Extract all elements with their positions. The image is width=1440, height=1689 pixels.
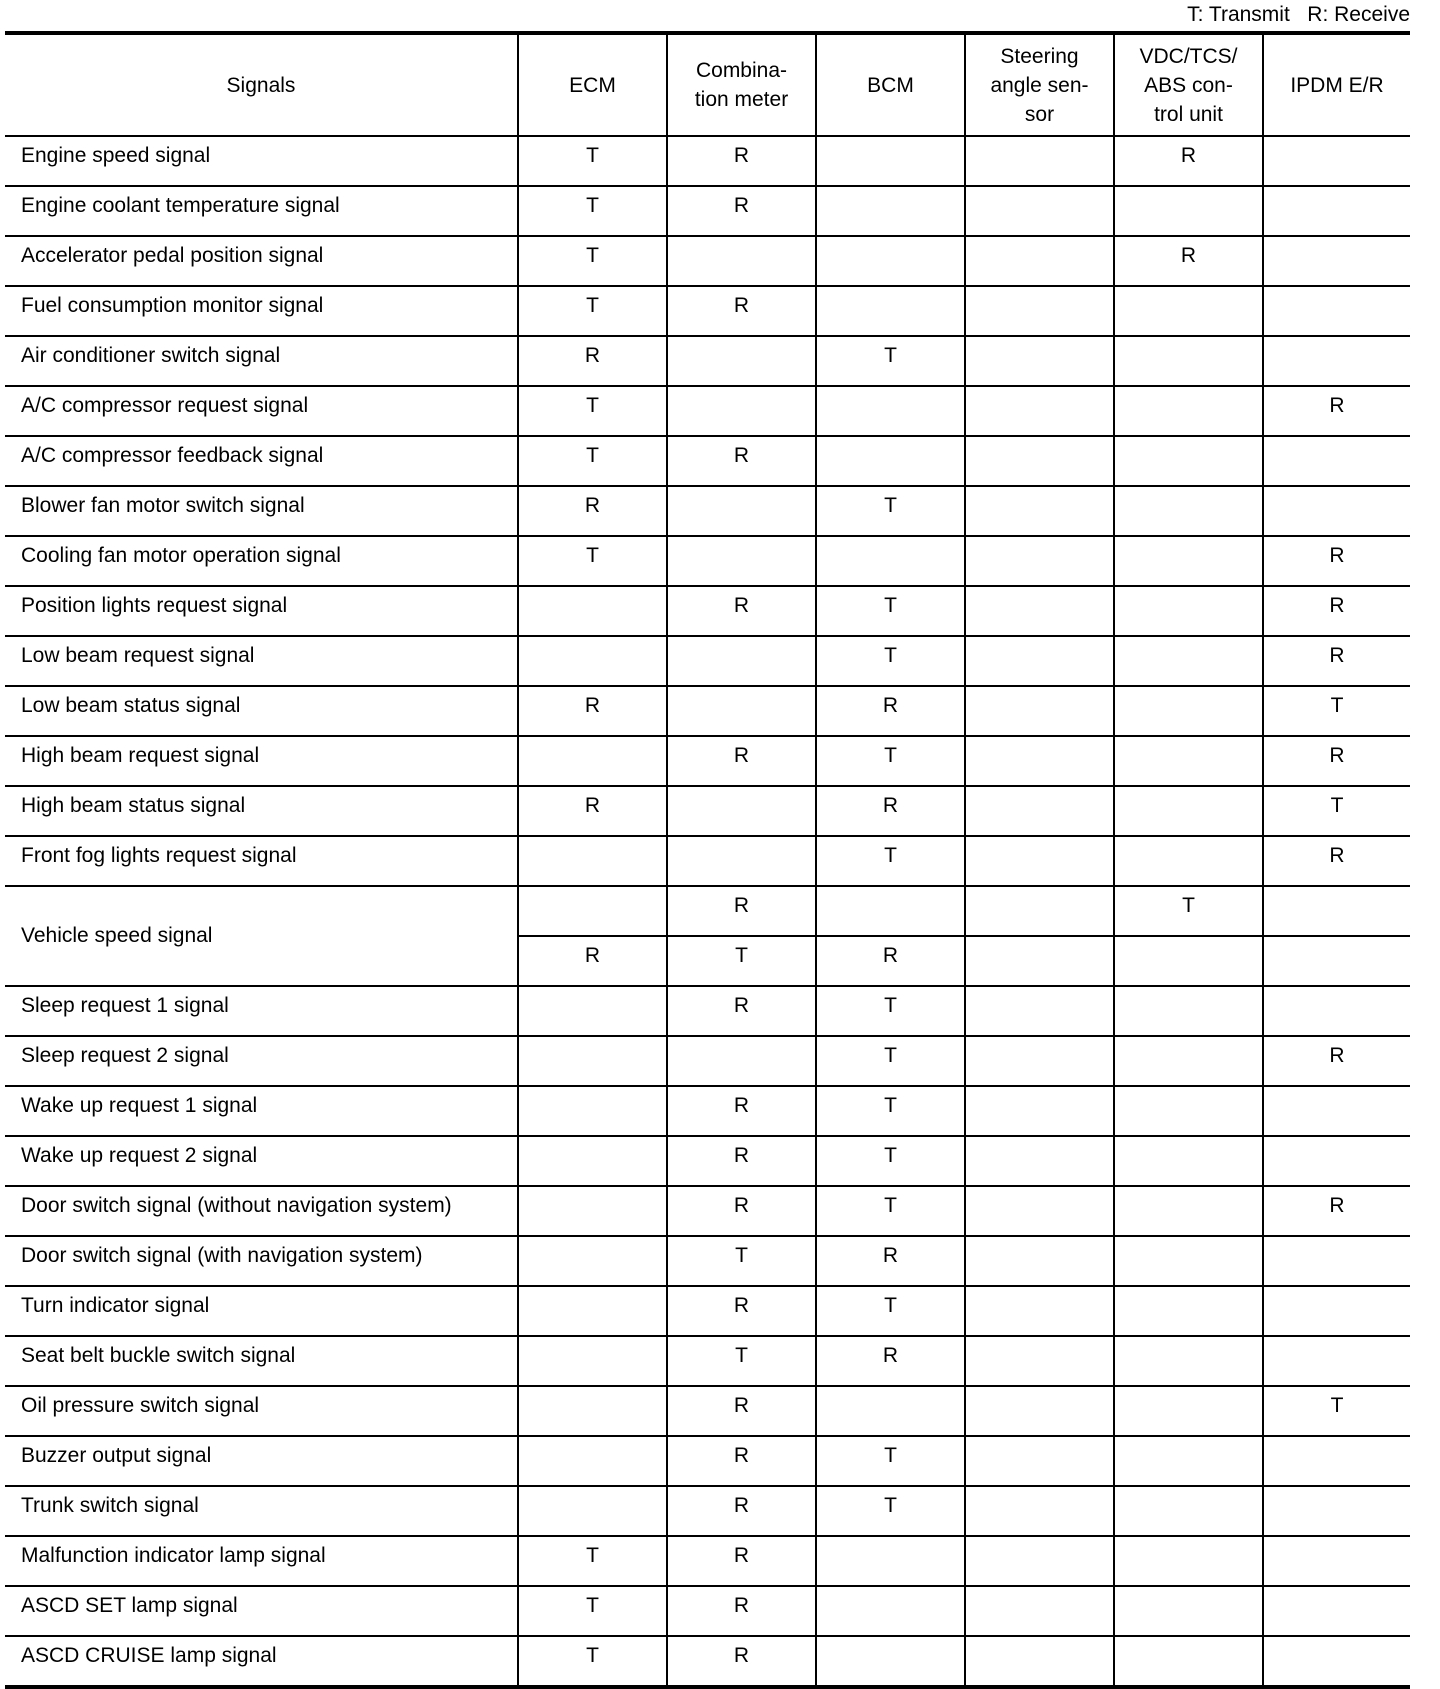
signal-cell: [518, 1236, 667, 1286]
table-row: [5, 286, 1410, 336]
signal-cell: R: [667, 1586, 816, 1636]
signal-name: Cooling fan motor operation signal: [5, 536, 518, 586]
signal-cell: R: [667, 886, 816, 936]
signal-name: ASCD CRUISE lamp signal: [21, 1644, 277, 1667]
signal-cell: [816, 136, 965, 186]
signal-cell: [1263, 1086, 1410, 1136]
signal-cell: R: [667, 586, 816, 636]
signal-cell: R: [667, 1186, 816, 1236]
signal-cell: [1114, 486, 1263, 536]
signal-cell: R: [667, 1086, 816, 1136]
signal-cell: [965, 486, 1114, 536]
signal-cell: [1114, 1486, 1263, 1536]
signal-cell: T: [1263, 686, 1410, 736]
signal-name: ASCD SET lamp signal: [5, 1586, 518, 1636]
signal-cell: [965, 886, 1114, 936]
signal-name: Low beam status signal: [5, 686, 518, 736]
signal-cell: [518, 836, 667, 886]
signal-cell: R: [667, 436, 816, 486]
signal-name: High beam status signal: [5, 786, 518, 836]
signal-cell: [1114, 1536, 1263, 1586]
signal-cell: [1263, 1436, 1410, 1486]
table-row: [5, 1536, 1410, 1586]
signal-cell: T: [816, 1186, 965, 1236]
table-row: [5, 636, 1410, 686]
signal-name: Sleep request 2 signal: [5, 1036, 518, 1086]
signal-cell: [1114, 636, 1263, 686]
signal-cell: [1263, 1286, 1410, 1336]
signal-cell: [965, 1386, 1114, 1436]
signal-cell: T: [518, 186, 667, 236]
signal-cell: T: [667, 936, 816, 986]
signal-cell: [965, 1636, 1114, 1687]
signal-cell: [1114, 786, 1263, 836]
signal-cell: [667, 336, 816, 386]
table-row: [5, 1386, 1410, 1436]
signal-cell: [518, 886, 667, 936]
signal-cell: [965, 236, 1114, 286]
signal-cell: [816, 386, 965, 436]
signal-name: Position lights request signal: [5, 586, 518, 636]
signal-cell: T: [667, 1236, 816, 1286]
signal-cell: T: [518, 1636, 667, 1687]
signal-cell: [816, 536, 965, 586]
signal-cell: T: [518, 1586, 667, 1636]
signal-cell: T: [816, 736, 965, 786]
table-row: [5, 986, 1410, 1036]
signal-cell: [1263, 236, 1410, 286]
signal-cell: [965, 536, 1114, 586]
signal-cell: [667, 786, 816, 836]
signal-name: Front fog lights request signal: [5, 836, 518, 886]
signal-cell: [816, 1386, 965, 1436]
signal-cell: T: [518, 1536, 667, 1586]
signal-cell: T: [518, 536, 667, 586]
signal-cell: R: [1114, 236, 1263, 286]
signal-cell: [1114, 686, 1263, 736]
signal-cell: [816, 886, 965, 936]
signal-name: Accelerator pedal position signal: [5, 236, 518, 286]
signal-cell: [965, 386, 1114, 436]
signal-name: Fuel consumption monitor signal: [5, 286, 518, 336]
signal-name: Buzzer output signal: [5, 1436, 518, 1486]
signal-cell: T: [816, 1136, 965, 1186]
signal-cell: R: [1263, 836, 1410, 886]
signal-cell: [1263, 286, 1410, 336]
signal-cell: [1263, 1136, 1410, 1186]
signal-cell: [1263, 486, 1410, 536]
signal-cell: [965, 186, 1114, 236]
signal-cell: [965, 1486, 1114, 1536]
signal-cell: R: [518, 686, 667, 736]
table-row: [5, 436, 1410, 486]
column-header: Steering angle sen- sor: [965, 33, 1114, 136]
signal-cell: [667, 486, 816, 536]
signal-cell: T: [1263, 786, 1410, 836]
signal-name: Door switch signal (with navigation system): [5, 1236, 518, 1286]
signal-cell: [965, 986, 1114, 1036]
signal-cell: [1263, 1636, 1410, 1687]
signal-cell: R: [1263, 586, 1410, 636]
signal-cell: [1114, 1236, 1263, 1286]
table-row: [5, 1436, 1410, 1486]
signal-cell: [1114, 1036, 1263, 1086]
signal-cell: [965, 1236, 1114, 1286]
signal-cell: T: [816, 486, 965, 536]
signal-cell: [1263, 186, 1410, 236]
signal-cell: [816, 1586, 965, 1636]
signal-cell: [1263, 436, 1410, 486]
legend: T: Transmit R: Receive: [1187, 3, 1410, 26]
signal-cell: T: [816, 836, 965, 886]
signal-cell: T: [816, 1486, 965, 1536]
table-row: [5, 686, 1410, 736]
signal-cell: R: [667, 986, 816, 1036]
signal-cell: R: [816, 786, 965, 836]
signal-cell: [1114, 386, 1263, 436]
signal-name: High beam request signal: [5, 736, 518, 786]
table-row: [5, 1036, 1410, 1086]
table-row: [5, 836, 1410, 886]
signal-cell: T: [816, 1436, 965, 1486]
signal-cell: [518, 1336, 667, 1386]
signal-cell: R: [667, 1536, 816, 1586]
signal-cell: [667, 236, 816, 286]
signal-cell: T: [518, 436, 667, 486]
signal-name: Sleep request 1 signal: [5, 986, 518, 1036]
signal-name: Engine coolant temperature signal: [5, 186, 518, 236]
signal-cell: [1114, 836, 1263, 886]
signal-cell: T: [1114, 886, 1263, 936]
signal-cell: [965, 936, 1114, 986]
table-row: [5, 536, 1410, 586]
signal-cell: [1114, 1286, 1263, 1336]
signal-cell: [816, 1636, 965, 1687]
table-row: [5, 236, 1410, 286]
signal-cell: R: [667, 186, 816, 236]
signal-cell: [1263, 1486, 1410, 1536]
signal-name: Door switch signal (without navigation system): [5, 1186, 518, 1236]
signal-cell: [667, 686, 816, 736]
signal-cell: [1114, 936, 1263, 986]
signal-cell: R: [1114, 136, 1263, 186]
signal-cell: [518, 636, 667, 686]
signal-cell: [518, 1486, 667, 1536]
signal-name: Trunk switch signal: [5, 1486, 518, 1536]
signal-cell: [965, 1136, 1114, 1186]
signal-cell: [1114, 1386, 1263, 1436]
signal-cell: [518, 1086, 667, 1136]
header-row: [5, 33, 1410, 136]
signal-cell: [965, 786, 1114, 836]
signal-cell: [1114, 736, 1263, 786]
table-body: [5, 136, 1410, 1687]
signal-cell: R: [816, 936, 965, 986]
signal-cell: T: [816, 1086, 965, 1136]
signal-cell: [816, 1536, 965, 1586]
signal-name: Turn indicator signal: [5, 1286, 518, 1336]
table-row: [5, 136, 1410, 186]
signal-cell: [965, 1436, 1114, 1486]
table-row: [5, 736, 1410, 786]
signal-cell: T: [518, 386, 667, 436]
signal-cell: [518, 1136, 667, 1186]
signal-name: Blower fan motor switch signal: [5, 486, 518, 536]
signal-cell: [965, 1186, 1114, 1236]
signal-cell: [965, 836, 1114, 886]
signal-cell: [1263, 1586, 1410, 1636]
signal-cell: [1114, 1136, 1263, 1186]
signal-cell: [965, 1086, 1114, 1136]
signal-cell: [518, 1386, 667, 1436]
signal-cell: [667, 386, 816, 436]
signal-cell: R: [1263, 1036, 1410, 1086]
signal-cell: [816, 186, 965, 236]
signal-cell: T: [816, 986, 965, 1036]
signal-cell: [965, 436, 1114, 486]
signal-name: Vehicle speed signal: [5, 886, 518, 986]
signal-cell: [1263, 336, 1410, 386]
column-header: Combina- tion meter: [667, 33, 816, 136]
signal-cell: [965, 586, 1114, 636]
signal-cell: R: [667, 1286, 816, 1336]
signal-cell: [1114, 1586, 1263, 1636]
signal-cell: R: [1263, 636, 1410, 686]
signal-name: Oil pressure switch signal: [5, 1386, 518, 1436]
signal-cell: [1263, 1536, 1410, 1586]
signal-cell: [518, 1036, 667, 1086]
table-row: [5, 386, 1410, 436]
signal-cell: [1114, 536, 1263, 586]
signal-cell: R: [1263, 536, 1410, 586]
signal-cell: [518, 1286, 667, 1336]
signal-cell: [518, 1436, 667, 1486]
signal-cell: [1263, 986, 1410, 1036]
signal-cell: [816, 236, 965, 286]
table-row: [5, 1136, 1410, 1186]
signal-cell: [667, 636, 816, 686]
signal-cell: R: [667, 1486, 816, 1536]
signal-cell: [965, 336, 1114, 386]
signal-cell: [965, 1036, 1114, 1086]
signal-cell: [518, 736, 667, 786]
signal-cell: T: [816, 586, 965, 636]
signal-cell: [965, 136, 1114, 186]
signal-cell: T: [816, 636, 965, 686]
signal-cell: [965, 1586, 1114, 1636]
signal-cell: [1114, 986, 1263, 1036]
signal-name: Low beam request signal: [5, 636, 518, 686]
signal-cell: [667, 536, 816, 586]
signal-cell: [965, 286, 1114, 336]
signal-cell: R: [667, 1636, 816, 1687]
signal-cell: [965, 636, 1114, 686]
signal-cell: R: [518, 936, 667, 986]
signal-cell: [667, 836, 816, 886]
table-row: [5, 1186, 1410, 1236]
table-row: [5, 886, 1410, 936]
signal-cell: [816, 436, 965, 486]
signal-cell: [965, 1336, 1114, 1386]
table-row: [5, 1586, 1410, 1636]
signal-cell: [518, 1186, 667, 1236]
signal-cell: [1114, 436, 1263, 486]
signal-cell: [1114, 1636, 1263, 1687]
signal-cell: [965, 1536, 1114, 1586]
column-header: Signals: [5, 33, 518, 136]
signal-cell: R: [667, 286, 816, 336]
signal-name: Air conditioner switch signal: [5, 336, 518, 386]
table-row: [5, 1486, 1410, 1536]
signal-cell: R: [667, 1436, 816, 1486]
signal-cell: R: [518, 786, 667, 836]
signal-cell: R: [1263, 736, 1410, 786]
signal-cell: R: [1263, 386, 1410, 436]
signal-cell: [1114, 1436, 1263, 1486]
signal-cell: [1263, 1236, 1410, 1286]
signal-cell: [1114, 1186, 1263, 1236]
signal-cell: T: [1263, 1386, 1410, 1436]
table-row: [5, 1286, 1410, 1336]
signal-cell: [1114, 336, 1263, 386]
table-row: [5, 336, 1410, 386]
signal-name: Malfunction indicator lamp signal: [5, 1536, 518, 1586]
signal-name: Seat belt buckle switch signal: [5, 1336, 518, 1386]
signal-cell: T: [518, 136, 667, 186]
signal-cell: R: [1263, 1186, 1410, 1236]
signal-cell: [1114, 186, 1263, 236]
signal-cell: [1114, 286, 1263, 336]
signal-cell: R: [667, 136, 816, 186]
signal-cell: [518, 586, 667, 636]
signal-name: A/C compressor feedback signal: [5, 436, 518, 486]
signal-cell: [816, 286, 965, 336]
signal-cell: [518, 986, 667, 1036]
can-signal-table: [5, 31, 1410, 1689]
signal-cell: [1114, 1086, 1263, 1136]
signal-name: Wake up request 2 signal: [5, 1136, 518, 1186]
table-row: [5, 1086, 1410, 1136]
signal-cell: R: [667, 1136, 816, 1186]
signal-cell: T: [518, 286, 667, 336]
signal-cell: R: [816, 1236, 965, 1286]
signal-cell: R: [667, 736, 816, 786]
table-row: [5, 1236, 1410, 1286]
signal-name: A/C compressor request signal: [5, 386, 518, 436]
signal-cell: T: [816, 1286, 965, 1336]
table-row: [5, 786, 1410, 836]
table-row: [5, 1336, 1410, 1386]
signal-cell: T: [667, 1336, 816, 1386]
signal-cell: [667, 1036, 816, 1086]
signal-name: Engine speed signal: [5, 136, 518, 186]
column-header: VDC/TCS/ ABS con- trol unit: [1114, 33, 1263, 136]
column-header: IPDM E/R: [1263, 33, 1410, 136]
signal-cell: [1263, 1336, 1410, 1386]
signal-cell: R: [816, 686, 965, 736]
signal-cell: [965, 1286, 1114, 1336]
signal-cell: [965, 736, 1114, 786]
signal-cell: R: [518, 336, 667, 386]
column-header: BCM: [816, 33, 965, 136]
table-row: [5, 586, 1410, 636]
signal-cell: [1263, 886, 1410, 936]
signal-cell: R: [518, 486, 667, 536]
signal-cell: T: [816, 1036, 965, 1086]
signal-cell: R: [816, 1336, 965, 1386]
signal-cell: T: [816, 336, 965, 386]
signal-name: Wake up request 1 signal: [5, 1086, 518, 1136]
signal-cell: [1263, 136, 1410, 186]
column-header: ECM: [518, 33, 667, 136]
table-row: [5, 486, 1410, 536]
signal-cell: [1114, 586, 1263, 636]
signal-cell: [1114, 1336, 1263, 1386]
signal-cell: [965, 686, 1114, 736]
signal-cell: [1263, 936, 1410, 986]
table-row: [5, 186, 1410, 236]
table-row: [5, 1636, 1410, 1687]
signal-cell: R: [667, 1386, 816, 1436]
signal-cell: T: [518, 236, 667, 286]
